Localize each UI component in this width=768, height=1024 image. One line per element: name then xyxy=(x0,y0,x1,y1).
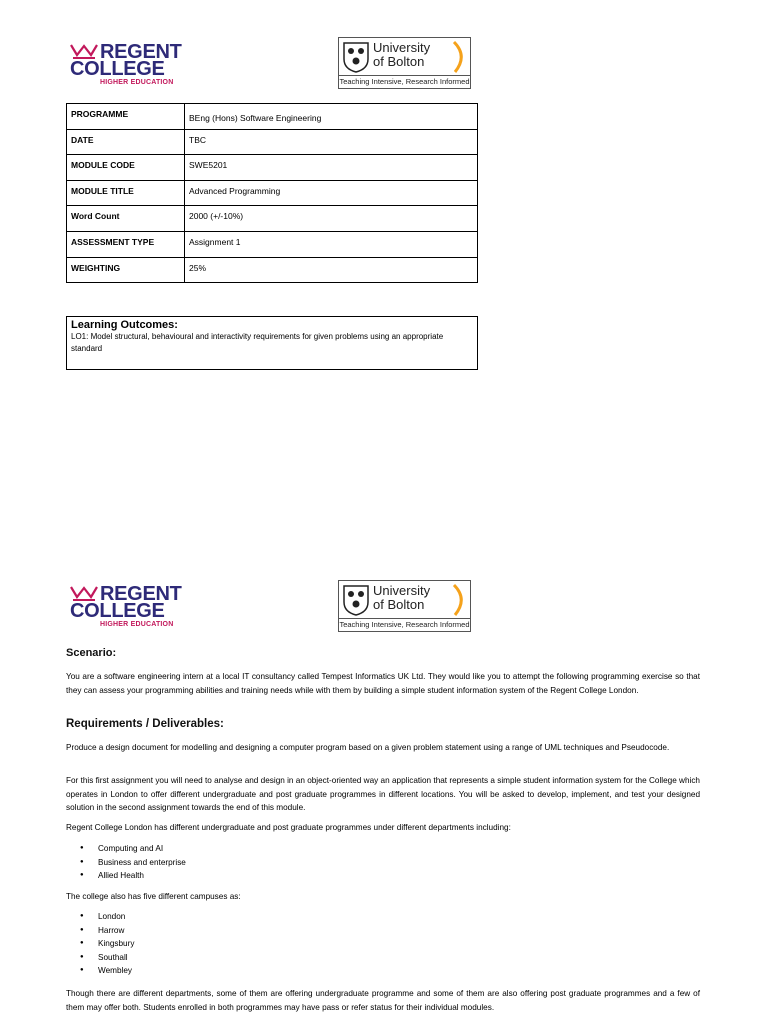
regent-logo-line1: REGENT xyxy=(100,41,182,63)
requirements-heading: Requirements / Deliverables: xyxy=(66,718,224,730)
regent-logo-line2: COLLEGE xyxy=(70,600,165,622)
campuses-list xyxy=(66,910,134,978)
requirements-paragraph-4: The college also has five different campuses as: xyxy=(66,892,241,901)
scenario-text: You are a software engineering intern at a local IT consultancy called Tempest Informatics UK Ltd. They would like you to attempt the following programming exercise so that they can assess your programming abilities and training needs while with them by building a simple student information system of the Regent College London. xyxy=(66,672,700,695)
table-value: Advanced Programming xyxy=(185,180,478,206)
bolton-logo-line1: University xyxy=(373,583,431,598)
table-value: TBC xyxy=(185,129,478,155)
list-item: ● Wembley xyxy=(98,964,134,978)
crest-icon xyxy=(342,41,370,73)
regent-logo-line1: REGENT xyxy=(100,583,182,605)
bolton-logo-line2: of Bolton xyxy=(373,54,425,69)
university-of-bolton-logo-page2 xyxy=(338,580,471,632)
table-row xyxy=(67,129,478,155)
scenario-heading: Scenario: xyxy=(66,647,117,659)
learning-outcomes-heading: Learning Outcomes: xyxy=(71,319,178,331)
departments-list xyxy=(66,842,186,883)
requirements-paragraph-1: Produce a design document for modelling and designing a computer program based on a given problem statement using a range of UML techniques and Pseudocode. xyxy=(66,743,670,752)
list-item: ● Allied Health xyxy=(98,869,186,883)
table-row xyxy=(67,104,478,130)
module-info-table xyxy=(66,103,478,283)
regent-logo-line3: HIGHER EDUCATION xyxy=(100,79,174,86)
table-key: DATE xyxy=(67,129,185,155)
learning-outcomes-box xyxy=(66,316,478,370)
crown-icon xyxy=(70,43,98,59)
list-item: ● Computing and AI xyxy=(98,842,186,856)
list-item: ● Harrow xyxy=(98,924,134,938)
bolton-tagline: Teaching Intensive, Research Informed xyxy=(339,620,470,629)
swoosh-icon xyxy=(452,583,468,617)
crown-icon xyxy=(70,585,98,601)
bolton-tagline: Teaching Intensive, Research Informed xyxy=(339,77,470,86)
table-value: Assignment 1 xyxy=(185,231,478,257)
list-item: ● Kingsbury xyxy=(98,937,134,951)
list-item: ● Southall xyxy=(98,951,134,965)
bolton-logo-line1: University xyxy=(373,40,431,55)
bolton-logo-line2: of Bolton xyxy=(373,597,425,612)
table-key: MODULE CODE xyxy=(67,155,185,181)
table-value: 2000 (+/-10%) xyxy=(185,206,478,232)
list-item: ● Business and enterprise xyxy=(98,856,186,870)
swoosh-icon xyxy=(452,40,468,74)
table-row xyxy=(67,206,478,232)
table-key: MODULE TITLE xyxy=(67,180,185,206)
table-value: BEng (Hons) Software Engineering xyxy=(185,104,478,130)
learning-outcomes-text: LO1: Model structural, behavioural and interactivity requirements for given problems using an appropriate standard xyxy=(71,332,444,353)
table-value: 25% xyxy=(185,257,478,283)
table-value: SWE5201 xyxy=(185,155,478,181)
table-row xyxy=(67,231,478,257)
regent-logo-line2: COLLEGE xyxy=(70,58,165,80)
crest-icon xyxy=(342,584,370,616)
requirements-paragraph-3: Regent College London has different undergraduate and post graduate programmes under different departments including: xyxy=(66,823,511,832)
requirements-paragraph-2: For this first assignment you will need to analyse and design in an object-oriented way an application that represents a simple student information system for the College which operates in London to offer different undergraduate and post graduate programmes in different locations. You will be asked to develop, implement, and test your designed solution in the second assignment towards the end of this module. xyxy=(66,776,700,813)
regent-logo-line3: HIGHER EDUCATION xyxy=(100,621,174,628)
table-row xyxy=(67,180,478,206)
table-key: Word Count xyxy=(67,206,185,232)
regent-college-logo-page2 xyxy=(70,584,200,634)
table-key: WEIGHTING xyxy=(67,257,185,283)
table-row xyxy=(67,155,478,181)
table-row xyxy=(67,257,478,283)
requirements-paragraph-5: Though there are different departments, some of them are offering undergraduate programme and some of them are also offering post graduate programmes and a few of them may offer both. Students enrolled in both programmes may have pass or refer status for their individual modules. xyxy=(66,989,700,1012)
university-of-bolton-logo xyxy=(338,37,471,89)
regent-college-logo xyxy=(70,42,200,92)
table-key: ASSESSMENT TYPE xyxy=(67,231,185,257)
list-item: ● London xyxy=(98,910,134,924)
table-key: PROGRAMME xyxy=(67,104,185,130)
